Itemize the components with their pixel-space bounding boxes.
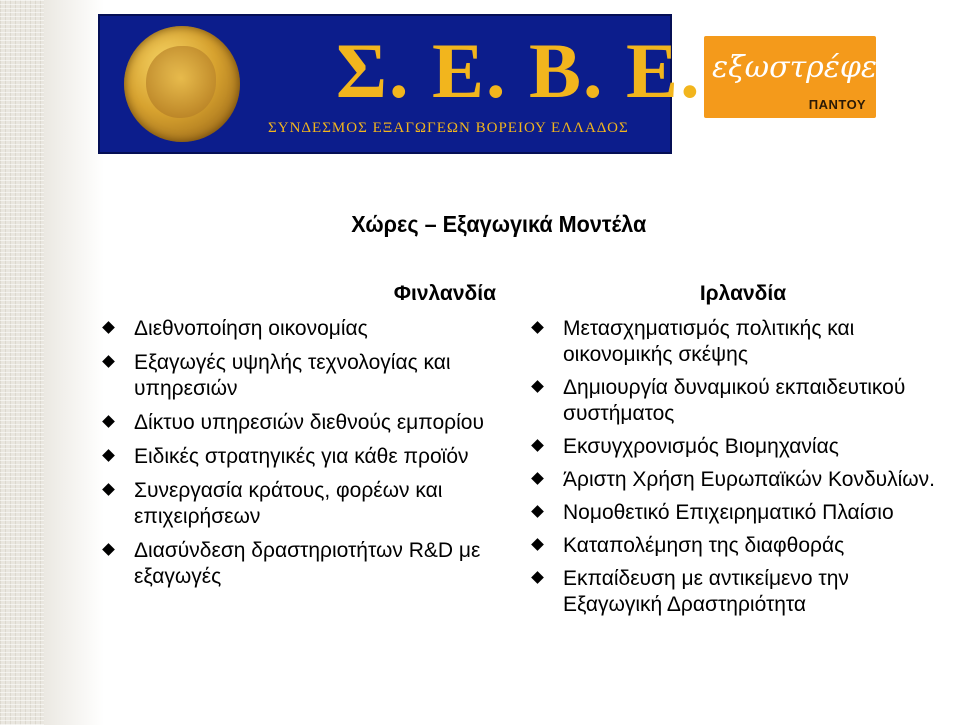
diamond-bullet-icon [531, 538, 544, 551]
diamond-bullet-icon [102, 483, 115, 496]
diamond-bullet-icon [531, 439, 544, 452]
slide-title: Χώρες – Εξαγωγικά Μοντέλα [351, 211, 647, 237]
ireland-list [533, 316, 953, 618]
diamond-bullet-icon [102, 449, 115, 462]
diamond-bullet-icon [102, 543, 115, 556]
diamond-bullet-icon [102, 321, 115, 334]
exostrefeia-logo-word: εξωστρέφεια [712, 50, 910, 85]
ireland-heading: Ιρλανδία [699, 282, 787, 305]
list-item: Δημιουργία δυναμικού εκπαιδευτικού συστήματος [533, 375, 953, 427]
finland-column [104, 282, 504, 598]
list-item: Συνεργασία κράτους, φορέων και επιχειρήσεων [104, 478, 504, 530]
finland-list [104, 316, 504, 590]
diamond-bullet-icon [531, 380, 544, 393]
list-item: Νομοθετικό Επιχειρηματικό Πλαίσιο [533, 500, 953, 526]
diamond-bullet-icon [531, 505, 544, 518]
exostrefeia-logo-subtitle: ΠΑΝΤΟΥ [808, 97, 866, 112]
diamond-bullet-icon [531, 571, 544, 584]
list-item: Μετασχηματισμός πολιτικής και οικονομικής σκέψης [533, 316, 953, 368]
seve-logo [98, 14, 702, 154]
list-item: Καταπολέμηση της διαφθοράς [533, 533, 953, 559]
list-item: Διεθνοποίηση οικονομίας [104, 316, 504, 342]
list-item: Διασύνδεση δραστηριοτήτων R&D με εξαγωγές [104, 538, 504, 590]
list-item: Εκπαίδευση με αντικείμενο την Εξαγωγική Δραστηριότητα [533, 566, 953, 618]
list-item: Άριστη Χρήση Ευρωπαϊκών Κονδυλίων. [533, 467, 953, 493]
ireland-column [533, 282, 953, 625]
list-item: Ειδικές στρατηγικές για κάθε προϊόν [104, 444, 504, 470]
finland-heading: Φινλανδία [393, 282, 496, 305]
list-item: Εκσυγχρονισμός Βιομηχανίας [533, 434, 953, 460]
diamond-bullet-icon [102, 355, 115, 368]
exostrefeia-logo [704, 36, 910, 118]
ancient-coin-icon [124, 26, 240, 142]
list-item: Εξαγωγές υψηλής τεχνολογίας και υπηρεσιών [104, 350, 504, 402]
diamond-bullet-icon [531, 321, 544, 334]
diamond-bullet-icon [531, 472, 544, 485]
list-item: Δίκτυο υπηρεσιών διεθνούς εμπορίου [104, 410, 504, 436]
seve-logo-subtitle: ΣΥΝΔΕΣΜΟΣ ΕΞΑΓΩΓΕΩΝ ΒΟΡΕΙΟΥ ΕΛΛΑΔΟΣ [268, 120, 629, 136]
seve-logo-letters: Σ. Ε. Β. Ε. [336, 27, 702, 114]
diamond-bullet-icon [102, 415, 115, 428]
background-texture [0, 0, 44, 725]
background-texture-fade [44, 0, 104, 725]
